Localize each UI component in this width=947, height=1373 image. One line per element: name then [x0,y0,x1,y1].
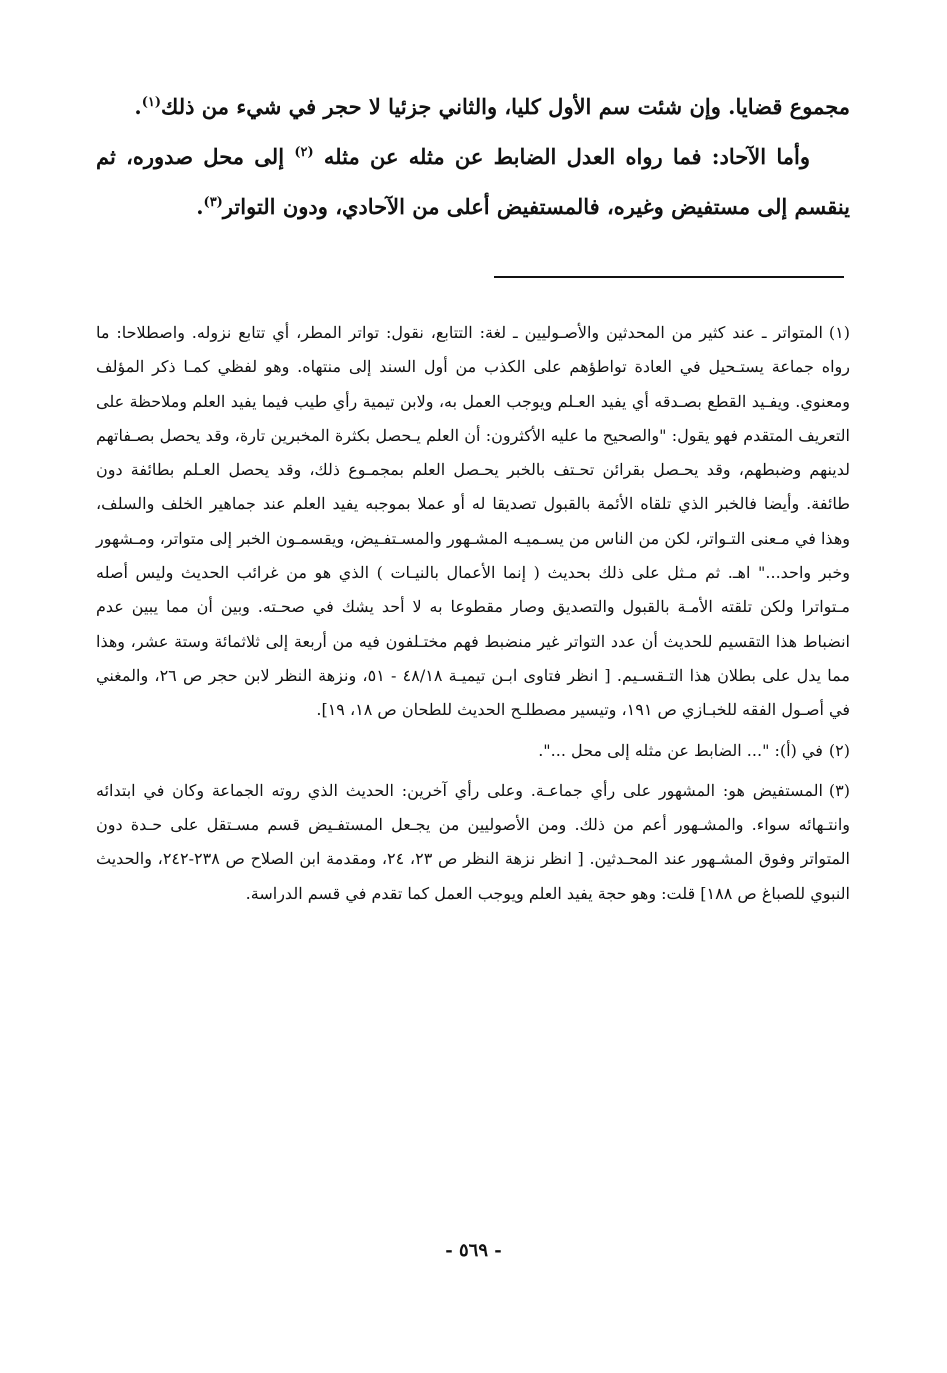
footnote-2 [96,734,850,768]
main-paragraph-1 [96,82,850,132]
main-para-2-text-1: وأما الآحاد: فما رواه العدل الضابط عن مثله عن مثله [313,144,810,169]
main-paragraph-2 [96,132,850,232]
footnote-text-3: المستفيض هو: المشهور على رأي جماعـة. وعلى رأي آخرين: الحديث الذي روته الجماعة وكان في ابتدائه وانتـهائه سواء. والمشـهور أعم من ذلك. ومن الأصوليين من يجـعل المستفـيض قسم مسـتقل على حـدة دون المتواتر وفوق المشـهور عند المحـدثين. [ انظر نزهة النظر ص ٢٣، ٢٤، ومقدمة ابن الصلاح ص ٢٣٨-٢٤٢، والحديث النبوي للصباغ ص ١٨٨] قلت: وهو حجة يفيد العلم ويوجب العمل كما تقدم في قسم الدراسة. [96,780,851,903]
footnote-text-2: في (أ): "... الضابط عن مثله إلى محل ...". [538,740,823,760]
footnotes-section [96,316,850,917]
footnote-1 [96,316,850,728]
footnote-ref-1[interactable]: (١) [141,95,162,110]
footnote-marker-2: (٢) [828,740,850,760]
footnote-separator [494,276,844,278]
footnote-marker-1: (١) [828,323,850,342]
footnote-text-1: المتواتر ـ عند كثير من المحدثين والأصـوليين ـ لغة: التتابع، نقول: تواتر المطر، أي تتابع نزوله. واصطلاحا: ما رواه جماعة يستـحيل في العادة تواطؤهم على الكذب من أول السند إلى منتهاه. وهو لفظي كمـا ذكر المؤلف ومعنوي. ويفـيد القطع بصـدقه أي يفيد العـلم ويوجب العمل به، ولابن تيمية رأي طيب فيما يفيد العلم وملاحظة على التعريف المتقدم فهو يقول: "والصحيح ما عليه الأكثرون: أن العلم يـحصل بكثرة المخبرين تارة، وقد يحصل بصـفاتهم لدينهم وضبطهم، وقد يحـصل بقرائن تحـتف بالخبر يحـصل العلم بمجمـوع ذلك، وقد يحصل العـلم بطائفة دون طائفة. وأيضا فالخبر الذي تلقاه الأئمة بالقبول تصديقا له أو عملا بموجبه يفيد العلم عند جماهير الخلف والسلف، وهذا في مـعنى التـواتر، لكن من الناس من يسـميـه المشـهور والمسـتفـيض، ويقسمـون الخبر إلى متواتر، ومـشهور وخبر واحد..." اهـ. ثم مـثل على ذلك بحديث ( إنما الأعمال بالنيـات ) الذي هو من غرائب الحديث وليس أصله مـتواترا ولكن تلقته الأمـة بالقبول والتصديق وصار مقطوعا به لا أحد يشك في صحـته. وبين أن مما يبين عدم انضباط هذا التقسيم للحديث أن عدد التواتر غير منضبط فهم مختـلفون فيه من أربعة إلى ثلاثمائة وستة عشر، وهذا مما يدل على بطلان هذا التـقسـيم. [ انظر فتاوى ابـن تيميـة ٤٨/١٨ - ٥١، ونزهة النظر لابن حجر ص ٢٦، والمغني في أصـول الفقه للخبـازي ص ١٩١، وتيسير مصطلـح الحديث للطحان ص ١٨، ١٩]. [96,323,851,720]
main-text [96,82,850,232]
page-number: - ٥٦٩ - [445,1240,502,1261]
footnote-ref-3[interactable]: (٣) [203,195,223,210]
main-line-1-text: مجموع قضايا. وإن شئت سم الأول كليا، والثاني جزئيا لا حجر في شيء من ذلك [161,94,850,119]
main-para-2-end: . [196,194,204,219]
main-line-1-end: . [134,94,142,119]
footnote-ref-2[interactable]: (٢) [294,145,314,160]
footnote-marker-3: (٣) [828,780,850,800]
main-para-2-text-2: إلى محل صدوره، ثم ينقسم إلى مستفيض وغيره، فالمستفيض أعلى من الآحادي، ودون التواتر [96,144,850,219]
footnote-3 [96,774,850,911]
